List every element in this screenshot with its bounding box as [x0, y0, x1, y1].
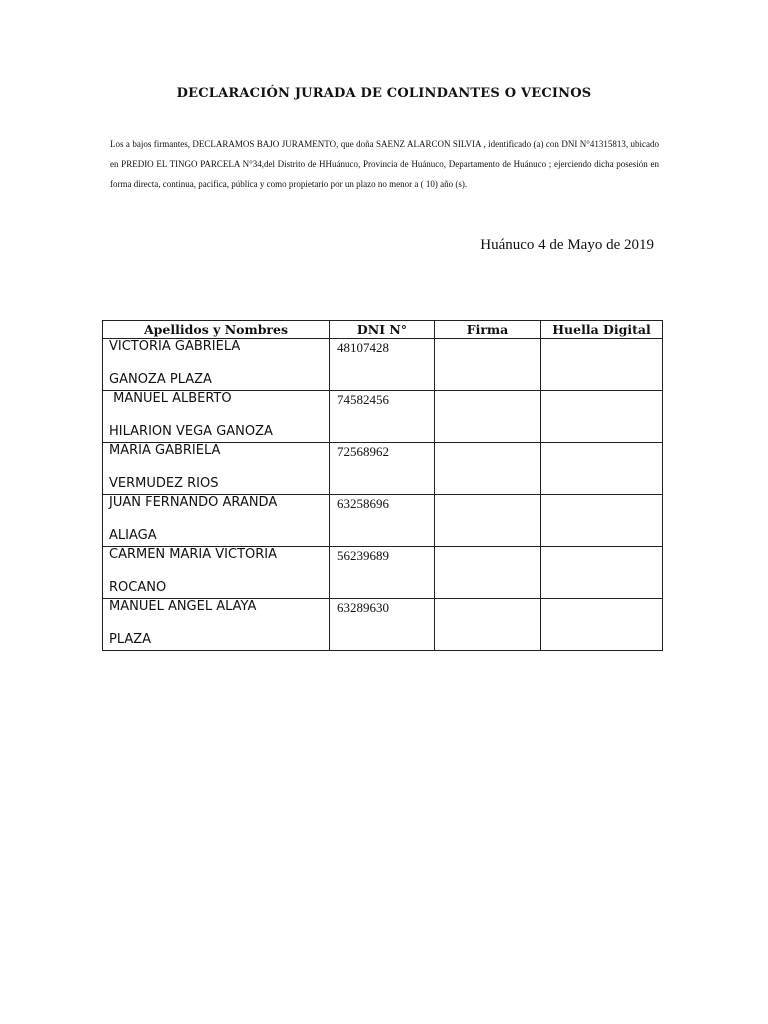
dni-cell: 72568962 — [330, 443, 435, 495]
signature-cell — [435, 391, 541, 443]
table-row — [103, 495, 663, 547]
signature-cell — [435, 547, 541, 599]
name-line-2: PLAZA — [109, 632, 152, 647]
name-line-1: CARMEN MARIA VICTORIA — [109, 547, 278, 562]
fingerprint-cell — [541, 547, 663, 599]
name-cell — [103, 547, 330, 599]
name-line-2: VERMUDEZ RIOS — [109, 476, 219, 491]
fingerprint-cell — [541, 339, 663, 391]
header-names: Apellidos y Nombres — [103, 321, 330, 339]
table-row — [103, 599, 663, 651]
table-row — [103, 547, 663, 599]
date-line: Huánuco 4 de Mayo de 2019 — [480, 237, 654, 253]
dni-cell: 74582456 — [330, 391, 435, 443]
name-cell — [103, 495, 330, 547]
signature-cell — [435, 339, 541, 391]
dni-cell: 48107428 — [330, 339, 435, 391]
fingerprint-cell — [541, 599, 663, 651]
header-fingerprint: Huella Digital — [541, 321, 663, 339]
signature-cell — [435, 443, 541, 495]
document-title: DECLARACIÓN JURADA DE COLINDANTES O VECINOS — [176, 86, 592, 101]
fingerprint-cell — [541, 391, 663, 443]
signature-cell — [435, 599, 541, 651]
table-row — [103, 391, 663, 443]
name-line-1: MARIA GABRIELA — [109, 443, 221, 458]
declaration-paragraph: Los a bajos firmantes, DECLARAMOS BAJO JURAMENTO, que doña SAENZ ALARCON SILVIA , identificado (a) con DNI N°41315813, ubicado en PREDIO EL TINGO PARCELA N°34,del Distrito de HHuánuco, Provincia de Huánuco, Departamento de Huánuco ; ejerciendo dicha posesión en forma directa, continua, pacifica, pública y como propietario por un plazo no menor a ( 10) año (s). — [110, 139, 659, 189]
name-line-2: ROCANO — [109, 580, 167, 595]
dni-cell: 63289630 — [330, 599, 435, 651]
dni-cell: 63258696 — [330, 495, 435, 547]
name-line-1: MANUEL ANGEL ALAYA — [109, 599, 257, 614]
name-cell — [103, 339, 330, 391]
signers-table — [102, 320, 663, 651]
signature-cell — [435, 495, 541, 547]
table-row — [103, 339, 663, 391]
table-header-row — [103, 321, 663, 339]
name-line-2: ALIAGA — [109, 528, 157, 543]
name-line-2: HILARION VEGA GANOZA — [109, 424, 273, 439]
fingerprint-cell — [541, 495, 663, 547]
name-cell — [103, 391, 330, 443]
dni-cell: 56239689 — [330, 547, 435, 599]
name-line-2: GANOZA PLAZA — [109, 372, 212, 387]
fingerprint-cell — [541, 443, 663, 495]
name-line-1: JUAN FERNANDO ARANDA — [109, 495, 278, 510]
header-signature: Firma — [435, 321, 541, 339]
header-dni: DNI N° — [330, 321, 435, 339]
table-row — [103, 443, 663, 495]
name-line-1: MANUEL ALBERTO — [109, 391, 232, 406]
name-line-1: VICTORIA GABRIELA — [109, 339, 241, 354]
name-cell — [103, 443, 330, 495]
name-cell — [103, 599, 330, 651]
